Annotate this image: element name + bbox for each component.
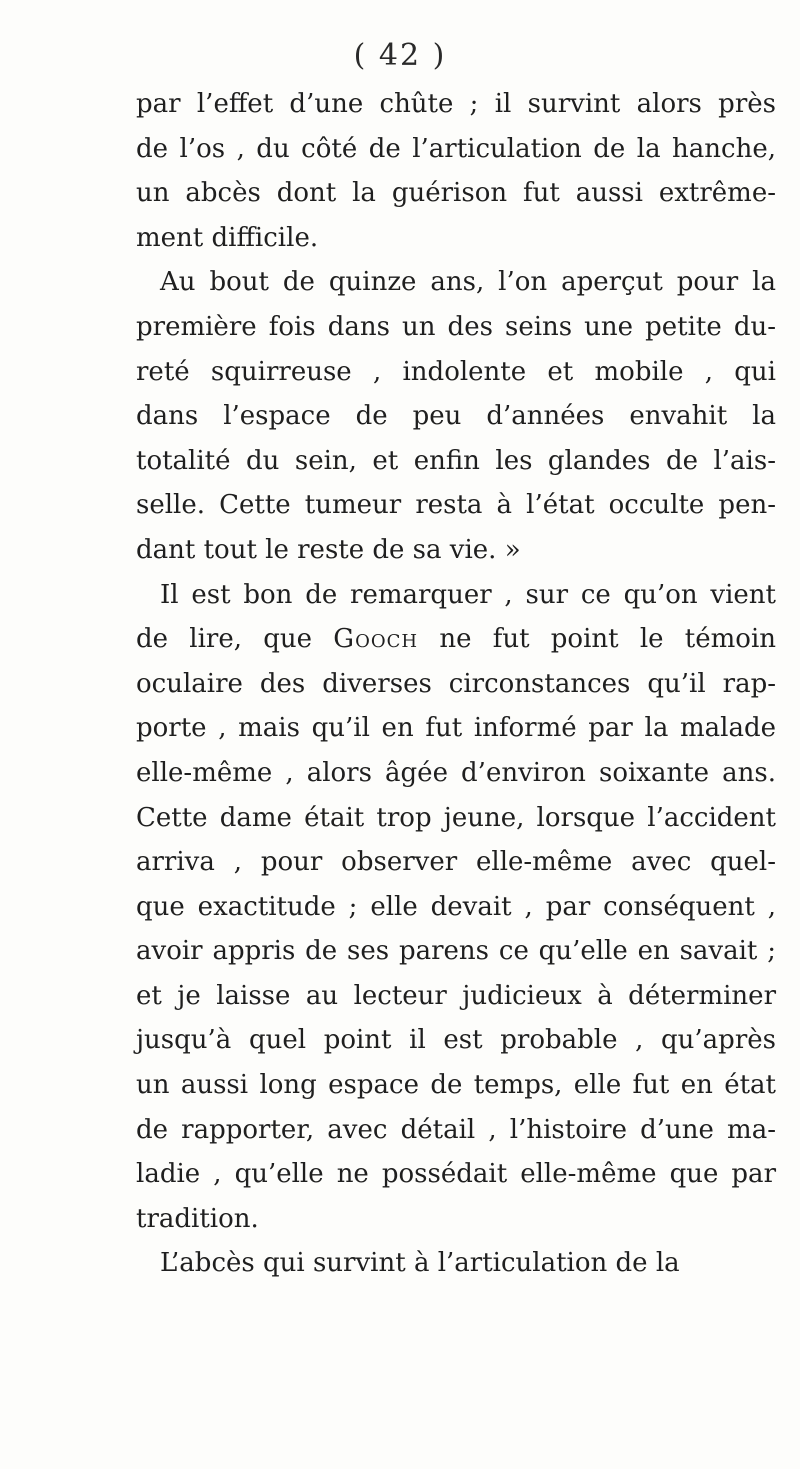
text-line: dant tout le reste de sa vie. » bbox=[136, 534, 521, 565]
text-line: que exactitude ; elle devait , par conséquent , bbox=[136, 891, 776, 922]
text-line: totalité du sein, et enfin les glandes de l’ais- bbox=[136, 445, 776, 476]
text-line: par l’effet d’une chûte ; il survint alors près bbox=[136, 89, 776, 119]
paragraph bbox=[136, 82, 776, 260]
text-line: de rapporter, avec détail , l’histoire d’une ma- bbox=[136, 1114, 776, 1145]
text-line: un abcès dont la guérison fut aussi extrême- bbox=[136, 178, 776, 209]
text-line: jusqu’à quel point il est probable , qu’après bbox=[136, 1025, 776, 1056]
text-line: oculaire des diverses circonstances qu’il rap- bbox=[136, 668, 776, 699]
text-line: dans l’espace de peu d’années envahit la bbox=[136, 401, 776, 432]
text-line: selle. Cette tumeur resta à l’état occulte pen- bbox=[136, 490, 776, 521]
text-line: arriva , pour observer elle-même avec quel- bbox=[136, 847, 776, 878]
text-line: L’abcès qui survint à l’articulation de la bbox=[160, 1248, 680, 1279]
text-line: porte , mais qu’il en fut informé par la malade bbox=[136, 713, 776, 744]
text-line: Il est bon de remarquer , sur ce qu’on vient bbox=[160, 579, 776, 610]
text-line: et je laisse au lecteur judicieux à déterminer bbox=[136, 980, 776, 1011]
text-line: Cette dame était trop jeune, lorsque l’accident bbox=[136, 802, 776, 833]
page-number: ( 42 ) bbox=[353, 38, 447, 73]
text-line bbox=[136, 617, 776, 662]
text-segment: de lire, que bbox=[136, 624, 313, 655]
text-segment: ne fut point le témoin bbox=[439, 624, 777, 655]
body-text bbox=[136, 82, 776, 1286]
paragraph bbox=[136, 573, 776, 1242]
author-name: Gooch bbox=[333, 624, 419, 655]
text-line: elle-même , alors âgée d’environ soixante ans. bbox=[136, 757, 776, 788]
text-line: tradition. bbox=[136, 1203, 259, 1234]
text-line: Au bout de quinze ans, l’on aperçut pour la bbox=[160, 267, 776, 298]
text-line: un aussi long espace de temps, elle fut en état bbox=[136, 1070, 776, 1101]
text-line: ladie , qu’elle ne possédait elle-même que par bbox=[136, 1159, 776, 1190]
text-line: reté squirreuse , indolente et mobile , qui bbox=[136, 356, 776, 387]
text-line: avoir appris de ses parens ce qu’elle en savait ; bbox=[136, 936, 776, 967]
paragraph bbox=[136, 1241, 776, 1286]
text-line: première fois dans un des seins une petite du- bbox=[136, 311, 776, 342]
text-line: ment difficile. bbox=[136, 222, 319, 253]
paragraph bbox=[136, 260, 776, 572]
text-line: de l’os , du côté de l’articulation de la hanche, bbox=[136, 133, 776, 164]
